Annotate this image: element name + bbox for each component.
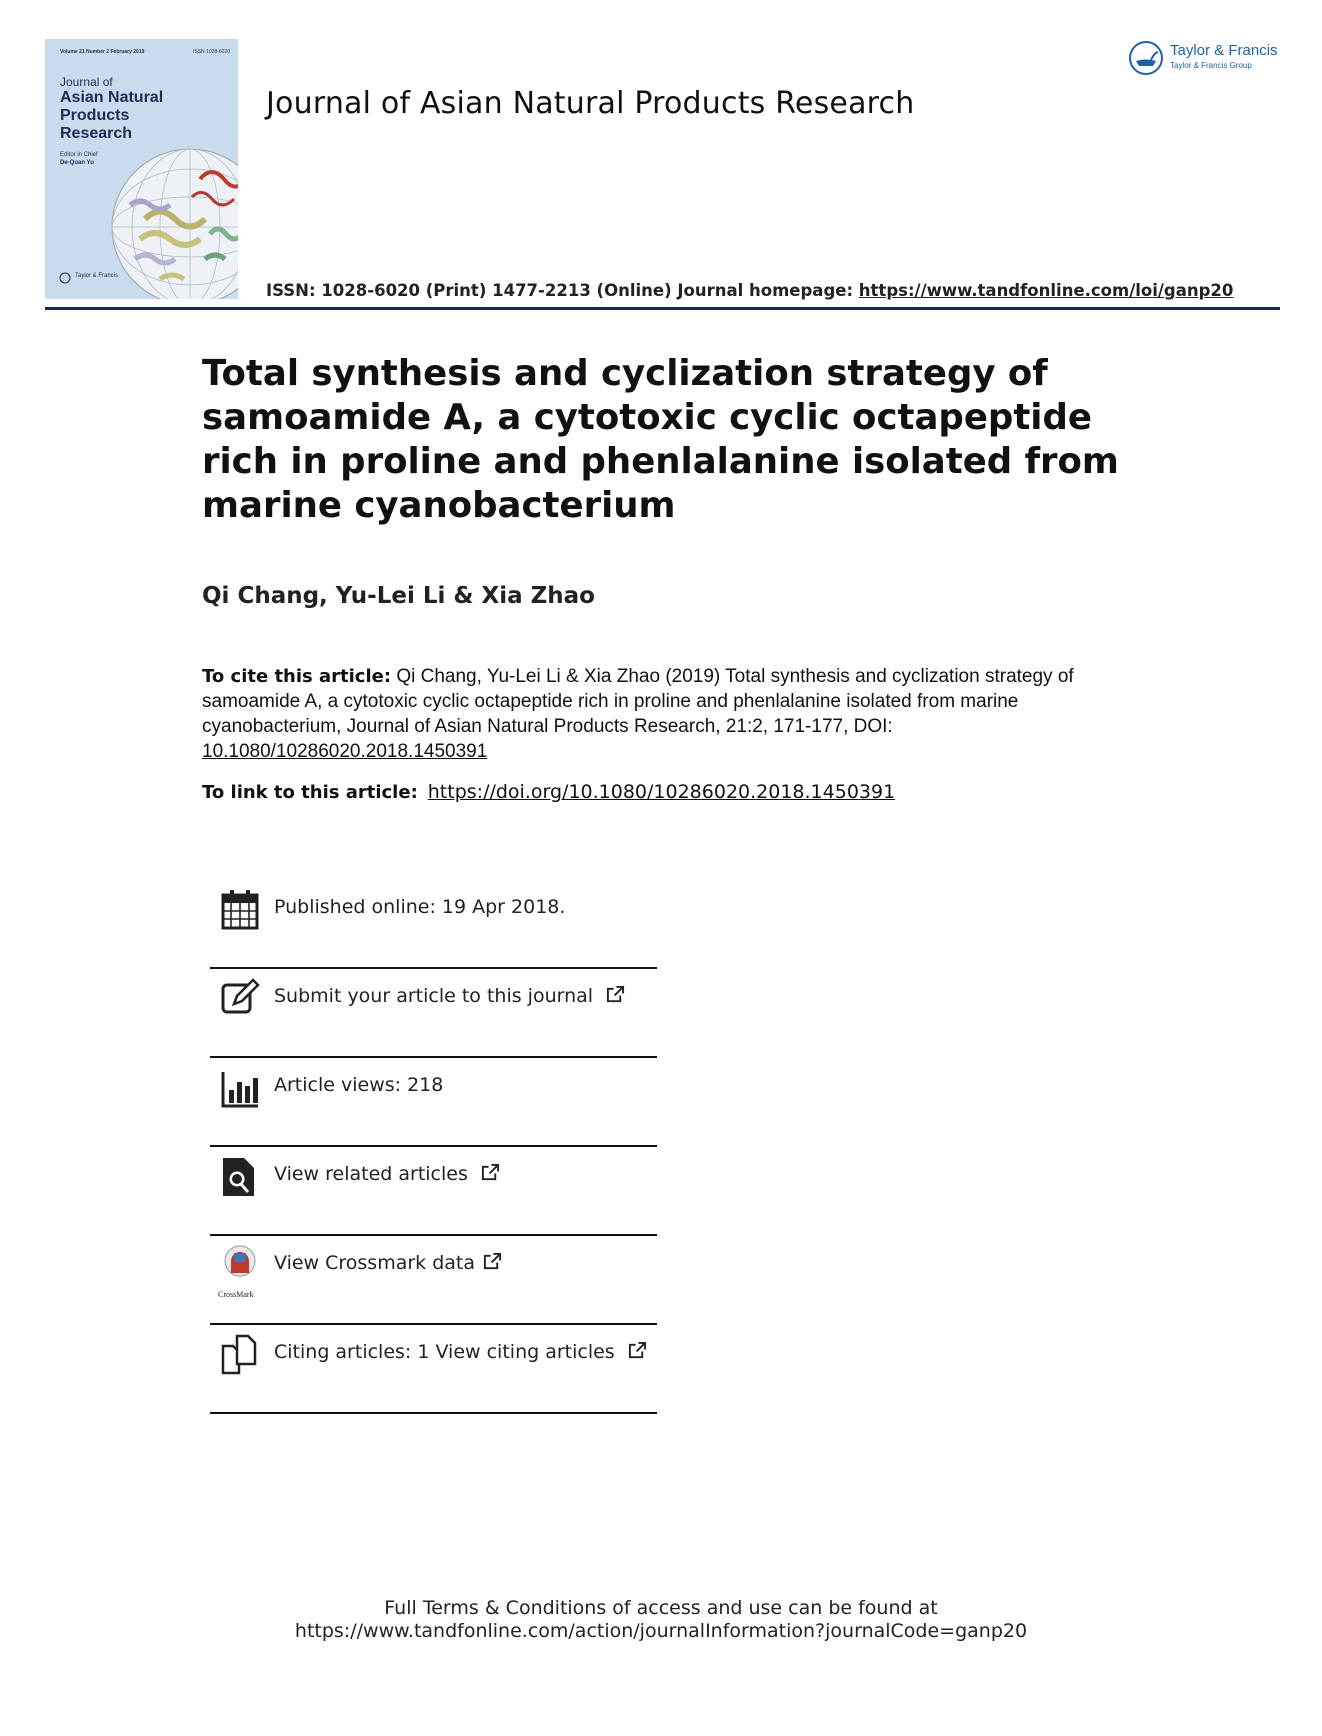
cover-title-line2: Asian Natural <box>60 89 164 106</box>
info-row-crossmark[interactable] <box>210 1236 657 1325</box>
cite-text: Qi Chang, Yu-Lei Li & Xia Zhao (2019) Total synthesis and cyclization strategy of samoamide A, a cytotoxic cyclic octapeptide rich in proline and phenlalanine isolated from marine cyanobacterium, Journal of Asian Natural Products Research, 21:2, 171-177, DOI: <box>202 666 1074 737</box>
article-info-list <box>210 880 657 1414</box>
taylor-francis-logo <box>1128 40 1288 76</box>
taylor-francis-lamp-icon <box>1128 40 1164 76</box>
cite-label: To cite this article: <box>202 666 392 687</box>
view-related-articles-link[interactable] <box>274 1163 500 1185</box>
info-row-submit[interactable] <box>210 969 657 1058</box>
view-related-articles-label: View related articles <box>274 1163 468 1185</box>
journal-title: Journal of Asian Natural Products Research <box>266 86 915 121</box>
info-row-views <box>210 1058 657 1147</box>
doi-link[interactable]: 10.1080/10286020.2018.1450391 <box>202 741 488 762</box>
journal-cover-image <box>45 39 238 299</box>
submit-article-label: Submit your article to this journal <box>274 985 594 1007</box>
document-search-icon <box>220 1155 260 1199</box>
cover-tf-logo-icon <box>59 272 71 284</box>
external-link-icon <box>606 985 625 1004</box>
issn-text: ISSN: 1028-6020 (Print) 1477-2213 (Online) Journal homepage: <box>266 281 859 300</box>
cover-publisher: Taylor & Francis <box>75 273 119 279</box>
info-row-citing[interactable] <box>210 1325 657 1414</box>
external-link-icon <box>628 1341 647 1360</box>
cover-editor-name: De-Quan Yu <box>60 160 94 166</box>
article-link-line <box>202 781 895 803</box>
citing-articles-label: Citing articles: 1 View citing articles <box>274 1341 615 1363</box>
link-label: To link to this article: <box>202 782 418 803</box>
terms-footer <box>0 1597 1322 1643</box>
protein-globe-graphic <box>100 139 238 299</box>
submit-article-link[interactable] <box>274 985 625 1007</box>
publisher-name: Taylor & Francis <box>1170 42 1278 59</box>
journal-homepage-link[interactable]: https://www.tandfonline.com/loi/ganp20 <box>858 281 1234 300</box>
footer-terms-url[interactable]: https://www.tandfonline.com/action/journalInformation?journalCode=ganp20 <box>294 1620 1028 1642</box>
external-link-icon <box>483 1252 502 1271</box>
article-doi-url[interactable]: https://doi.org/10.1080/10286020.2018.1450391 <box>427 781 896 803</box>
article-title: Total synthesis and cyclization strategy of samoamide A, a cytotoxic cyclic octapeptide rich in proline and phenlalanine isolated from marine cyanobacterium <box>202 353 1119 526</box>
footer-line-1: Full Terms & Conditions of access and use can be found at <box>384 1597 938 1619</box>
cover-issn: ISSN 1028-6020 <box>193 49 230 55</box>
cover-title-line3: Products <box>60 107 130 124</box>
cover-title-line4: Research <box>60 125 133 142</box>
cover-editor-label: Editor in Chief <box>60 152 98 158</box>
bar-chart-icon <box>220 1066 260 1110</box>
external-link-icon <box>481 1163 500 1182</box>
published-online-text: Published online: 19 Apr 2018. <box>274 896 566 918</box>
article-authors: Qi Chang, Yu-Lei Li & Xia Zhao <box>202 583 595 609</box>
publisher-group: Taylor & Francis Group <box>1170 61 1252 70</box>
citing-documents-icon <box>220 1333 260 1377</box>
article-views-text: Article views: 218 <box>274 1074 444 1096</box>
view-citing-articles-link[interactable] <box>274 1341 647 1363</box>
info-row-published <box>210 880 657 969</box>
issn-line <box>266 281 1233 300</box>
cover-volume-line: Volume 21 Number 2 February 2019 <box>60 49 145 55</box>
crossmark-small-label: CrossMark <box>218 1290 254 1299</box>
cover-title-line1: Journal of <box>60 75 113 89</box>
info-row-related[interactable] <box>210 1147 657 1236</box>
citation-block <box>202 664 1102 764</box>
calendar-icon <box>220 888 260 932</box>
header-rule <box>45 307 1280 310</box>
view-crossmark-label: View Crossmark data <box>274 1252 476 1274</box>
edit-pencil-icon <box>220 977 260 1021</box>
view-crossmark-link[interactable] <box>274 1252 502 1274</box>
crossmark-icon <box>220 1244 260 1288</box>
